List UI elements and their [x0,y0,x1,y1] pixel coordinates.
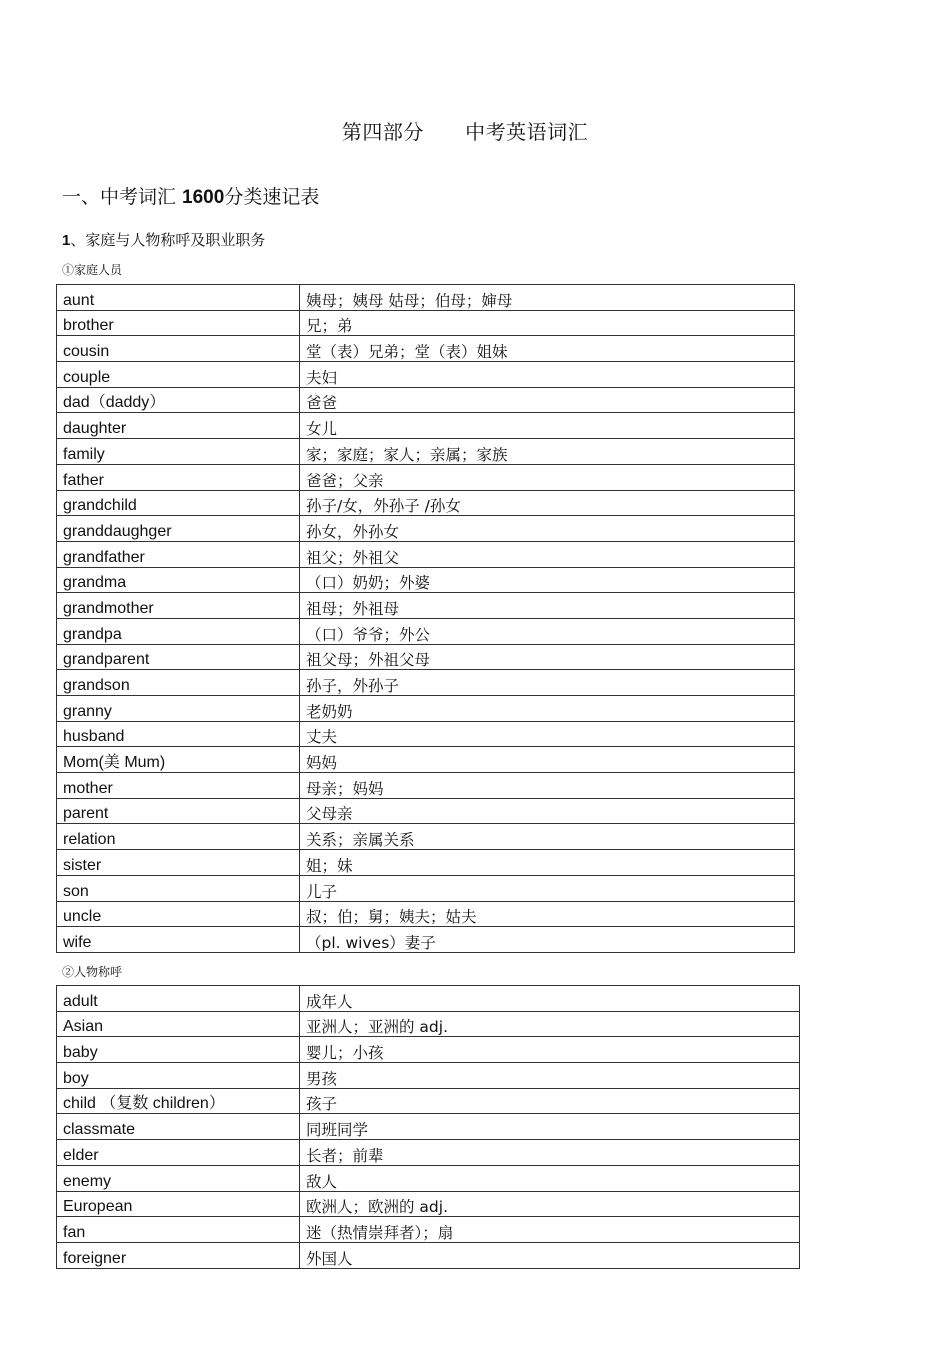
chinese-meaning-cell: 亚洲人；亚洲的 adj. [300,1011,800,1037]
chinese-meaning-cell: 老奶奶 [300,696,795,722]
chinese-meaning-cell: （pl. wives）妻子 [300,927,795,953]
table-row [57,541,795,567]
table-row [57,464,795,490]
chinese-meaning-cell: 孙子/女，外孙子 /孙女 [300,490,795,516]
english-word-cell: family [57,439,300,465]
english-word-cell: dad（daddy） [57,387,300,413]
table-row [57,310,795,336]
english-word-cell: classmate [57,1114,300,1140]
chinese-meaning-cell: 婴儿；小孩 [300,1037,800,1063]
chinese-meaning-cell: （口）爷爷；外公 [300,618,795,644]
table-row [57,1165,800,1191]
english-word-cell: grandchild [57,490,300,516]
english-word-cell: brother [57,310,300,336]
english-word-cell: cousin [57,336,300,362]
chinese-meaning-cell: 姐；妹 [300,850,795,876]
chinese-meaning-cell: 欧洲人；欧洲的 adj. [300,1191,800,1217]
english-word-cell: grandson [57,670,300,696]
subsection-text: 、家庭与人物称呼及职业职务 [70,231,266,249]
table-row [57,986,800,1012]
english-word-cell: boy [57,1063,300,1089]
table-row [57,593,795,619]
english-word-cell: grandfather [57,541,300,567]
table-row [57,670,795,696]
chinese-meaning-cell: 兄；弟 [300,310,795,336]
chinese-meaning-cell: 家；家庭；家人；亲属；家族 [300,439,795,465]
english-word-cell: grandma [57,567,300,593]
chinese-meaning-cell: 成年人 [300,986,800,1012]
table-row [57,567,795,593]
group-label-family: ①家庭人员 [62,263,123,277]
chinese-meaning-cell: 孩子 [300,1088,800,1114]
table-row [57,1011,800,1037]
chinese-meaning-cell: 孙子，外孙子 [300,670,795,696]
english-word-cell: granny [57,696,300,722]
english-word-cell: mother [57,773,300,799]
chinese-meaning-cell: 敌人 [300,1165,800,1191]
table-row [57,1217,800,1243]
vocab-table-family [56,284,795,953]
section-heading-number: 1600 [182,187,225,208]
vocab-table-body [57,285,795,953]
chinese-meaning-cell: 祖父母；外祖父母 [300,644,795,670]
english-word-cell: Asian [57,1011,300,1037]
chinese-meaning-cell: 祖父；外祖父 [300,541,795,567]
table-row [57,721,795,747]
chinese-meaning-cell: 父母亲 [300,798,795,824]
english-word-cell: relation [57,824,300,850]
chinese-meaning-cell: 同班同学 [300,1114,800,1140]
section-heading [62,182,319,209]
chinese-meaning-cell: 迷（热情崇拜者）；扇 [300,1217,800,1243]
english-word-cell: sister [57,850,300,876]
english-word-cell: baby [57,1037,300,1063]
vocab-table-people [56,985,800,1269]
chinese-meaning-cell: 爸爸 [300,387,795,413]
english-word-cell: daughter [57,413,300,439]
english-word-cell: grandparent [57,644,300,670]
english-word-cell: Mom(美 Mum) [57,747,300,773]
table-row [57,1242,800,1268]
english-word-cell: couple [57,362,300,388]
english-word-cell: father [57,464,300,490]
table-row [57,1114,800,1140]
chinese-meaning-cell: 孙女，外孙女 [300,516,795,542]
english-word-cell: grandpa [57,618,300,644]
table-row [57,644,795,670]
table-row [57,516,795,542]
english-word-cell: wife [57,927,300,953]
chinese-meaning-cell: 姨母；姨母 姑母；伯母；婶母 [300,285,795,311]
english-word-cell: granddaughger [57,516,300,542]
section-heading-suffix: 分类速记表 [224,186,320,208]
table-row [57,387,795,413]
page-title: 第四部分 中考英语词汇 [341,120,589,144]
vocab-table-body [57,986,800,1269]
chinese-meaning-cell: 丈夫 [300,721,795,747]
chinese-meaning-cell: 妈妈 [300,747,795,773]
chinese-meaning-cell: 堂（表）兄弟；堂（表）姐妹 [300,336,795,362]
table-row [57,824,795,850]
english-word-cell: enemy [57,1165,300,1191]
table-row [57,439,795,465]
table-row [57,413,795,439]
chinese-meaning-cell: 儿子 [300,875,795,901]
english-word-cell: parent [57,798,300,824]
table-row [57,927,795,953]
chinese-meaning-cell: 祖母；外祖母 [300,593,795,619]
english-word-cell: uncle [57,901,300,927]
table-row [57,1063,800,1089]
table-row [57,696,795,722]
group-label-people: ②人物称呼 [62,965,123,979]
chinese-meaning-cell: 母亲；妈妈 [300,773,795,799]
english-word-cell: aunt [57,285,300,311]
english-word-cell: fan [57,1217,300,1243]
table-row [57,773,795,799]
table-row [57,747,795,773]
chinese-meaning-cell: 叔；伯；舅；姨夫；姑夫 [300,901,795,927]
table-row [57,336,795,362]
english-word-cell: adult [57,986,300,1012]
table-row [57,798,795,824]
table-row [57,1140,800,1166]
chinese-meaning-cell: 夫妇 [300,362,795,388]
subsection-number: 1 [62,232,71,249]
chinese-meaning-cell: 外国人 [300,1242,800,1268]
section-heading-prefix: 一、中考词汇 [62,186,183,208]
chinese-meaning-cell: 长者；前辈 [300,1140,800,1166]
english-word-cell: child （复数 children） [57,1088,300,1114]
chinese-meaning-cell: 女儿 [300,413,795,439]
table-row [57,490,795,516]
english-word-cell: foreigner [57,1242,300,1268]
table-row [57,901,795,927]
table-row [57,1191,800,1217]
chinese-meaning-cell: 爸爸；父亲 [300,464,795,490]
english-word-cell: husband [57,721,300,747]
english-word-cell: son [57,875,300,901]
table-row [57,285,795,311]
table-row [57,1037,800,1063]
table-row [57,618,795,644]
chinese-meaning-cell: 男孩 [300,1063,800,1089]
table-row [57,362,795,388]
english-word-cell: European [57,1191,300,1217]
english-word-cell: grandmother [57,593,300,619]
chinese-meaning-cell: （口）奶奶；外婆 [300,567,795,593]
chinese-meaning-cell: 关系；亲属关系 [300,824,795,850]
subsection-heading [62,229,265,250]
table-row [57,850,795,876]
english-word-cell: elder [57,1140,300,1166]
table-row [57,1088,800,1114]
table-row [57,875,795,901]
